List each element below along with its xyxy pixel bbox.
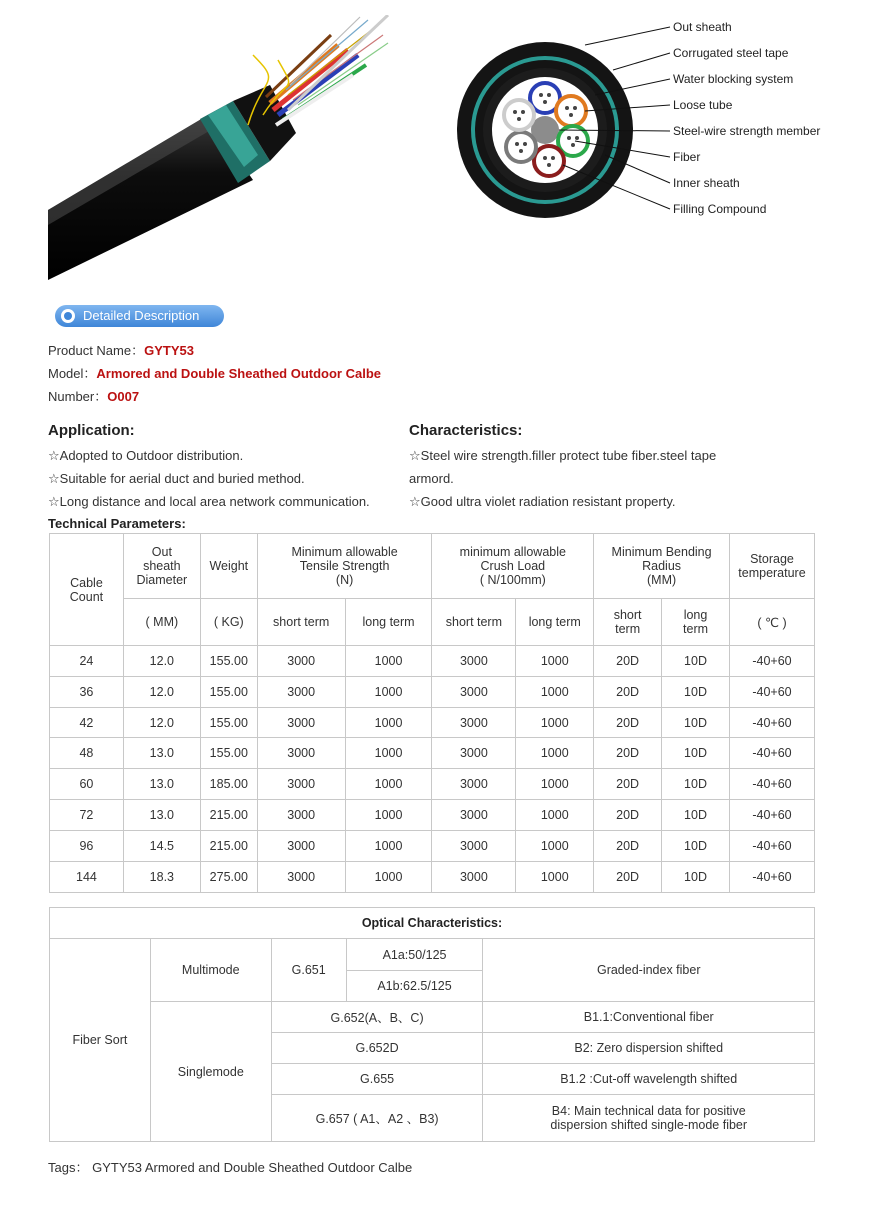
table-cell: 3000	[432, 800, 516, 831]
characteristics-heading: Characteristics:	[409, 422, 523, 439]
table-cell: 48	[50, 738, 124, 769]
star-icon: ☆	[48, 471, 60, 486]
table-cell: 3000	[432, 831, 516, 862]
table-cell: -40+60	[729, 738, 814, 769]
table-cell: 20D	[594, 800, 662, 831]
table-cell: 20D	[594, 738, 662, 769]
star-icon: ☆	[48, 448, 60, 463]
table-cell: 1000	[345, 708, 432, 738]
b11-cell: B1.1:Conventional fiber	[483, 1002, 815, 1033]
table-cell: 72	[50, 800, 124, 831]
table-cell: 215.00	[200, 831, 257, 862]
unit-mm: ( MM)	[123, 599, 200, 646]
tags-row	[48, 1157, 412, 1176]
table-cell: 155.00	[200, 708, 257, 738]
table-cell: 3000	[257, 800, 345, 831]
table-cell: 10D	[662, 862, 730, 893]
table-cell: 1000	[516, 738, 594, 769]
table-cell: 144	[50, 862, 124, 893]
application-heading: Application:	[48, 422, 135, 439]
g652d-cell: G.652D	[271, 1033, 483, 1064]
product-name-row	[48, 340, 194, 359]
table-cell: 3000	[257, 677, 345, 708]
table-cell: 1000	[345, 677, 432, 708]
table-cell: 3000	[257, 862, 345, 893]
star-icon: ☆	[409, 448, 421, 463]
table-cell: 36	[50, 677, 124, 708]
table-cell: 3000	[432, 738, 516, 769]
table-cell: 1000	[345, 646, 432, 677]
label-fiber: Fiber	[673, 150, 701, 164]
multimode-cell: Multimode	[150, 939, 271, 1002]
table-cell: 1000	[516, 831, 594, 862]
b4-cell: B4: Main technical data for positive dispersion shifted single-mode fiber	[483, 1095, 815, 1142]
unit-kg: ( KG)	[200, 599, 257, 646]
characteristics-item: ☆Steel wire strength.filler protect tube fiber.steel tape	[409, 448, 717, 463]
table-cell: 3000	[257, 769, 345, 800]
table-cell: 10D	[662, 769, 730, 800]
g652-cell: G.652(A、B、C)	[271, 1002, 483, 1033]
table-cell: 12.0	[123, 677, 200, 708]
table-row	[50, 646, 815, 677]
a1a-cell: A1a:50/125	[346, 939, 483, 971]
unit-celsius: ( ℃ )	[729, 599, 814, 646]
optical-characteristics-table	[49, 907, 815, 1142]
table-cell: 13.0	[123, 738, 200, 769]
table-cell: 1000	[516, 769, 594, 800]
table-row	[50, 862, 815, 893]
table-cell: 24	[50, 646, 124, 677]
table-row	[50, 831, 815, 862]
tags-label: Tags：	[48, 1160, 89, 1175]
table-cell: 3000	[257, 738, 345, 769]
table-cell: -40+60	[729, 831, 814, 862]
technical-parameters-table	[49, 533, 815, 893]
label-corrugated-steel-tape: Corrugated steel tape	[673, 46, 789, 60]
table-cell: 42	[50, 708, 124, 738]
table-cell: 3000	[257, 831, 345, 862]
star-icon: ☆	[409, 494, 421, 509]
crush-short-term: short term	[432, 599, 516, 646]
table-cell: 12.0	[123, 646, 200, 677]
table-cell: 20D	[594, 769, 662, 800]
table-cell: 12.0	[123, 708, 200, 738]
table-cell: 20D	[594, 677, 662, 708]
header-cable-count: Cable Count	[50, 534, 124, 646]
g651-cell: G.651	[271, 939, 346, 1002]
model-row	[48, 363, 381, 382]
table-cell: 155.00	[200, 677, 257, 708]
table-cell: 1000	[516, 800, 594, 831]
number-row	[48, 386, 139, 405]
product-name-label: Product Name：	[48, 343, 145, 358]
table-cell: 1000	[516, 862, 594, 893]
radio-dot-icon	[61, 309, 75, 323]
singlemode-cell: Singlemode	[150, 1002, 271, 1142]
g657-cell: G.657 ( A1、A2 、B3)	[271, 1095, 483, 1142]
table-cell: 1000	[516, 646, 594, 677]
table-row	[50, 677, 815, 708]
label-out-sheath: Out sheath	[673, 20, 732, 34]
header-diameter: Out sheath Diameter	[123, 534, 200, 599]
tensile-long-term: long term	[345, 599, 432, 646]
characteristics-item: ☆Good ultra violet radiation resistant property.	[409, 494, 676, 509]
model-value: Armored and Double Sheathed Outdoor Calbe	[96, 366, 381, 381]
bending-long-term: long term	[662, 599, 730, 646]
table-cell: 3000	[257, 708, 345, 738]
table-cell: -40+60	[729, 769, 814, 800]
table-cell: 1000	[345, 862, 432, 893]
table-cell: 3000	[432, 708, 516, 738]
table-cell: 10D	[662, 708, 730, 738]
table-cell: 14.5	[123, 831, 200, 862]
table-cell: 3000	[432, 646, 516, 677]
table-cell: 155.00	[200, 646, 257, 677]
badge-label: Detailed Description	[83, 308, 200, 323]
table-cell: 96	[50, 831, 124, 862]
table-row	[50, 769, 815, 800]
table-cell: -40+60	[729, 800, 814, 831]
label-inner-sheath: Inner sheath	[673, 176, 740, 190]
bending-short-term: short term	[594, 599, 662, 646]
table-cell: 185.00	[200, 769, 257, 800]
header-crush: minimum allowable Crush Load ( N/100mm)	[432, 534, 594, 599]
optical-title: Optical Characteristics:	[50, 908, 815, 939]
table-cell: -40+60	[729, 862, 814, 893]
application-item: ☆Adopted to Outdoor distribution.	[48, 448, 244, 463]
model-label: Model：	[48, 366, 97, 381]
table-cell: 10D	[662, 646, 730, 677]
header-storage: Storage temperature	[729, 534, 814, 599]
cable-photo	[48, 15, 393, 280]
table-cell: 155.00	[200, 738, 257, 769]
table-cell: 1000	[345, 831, 432, 862]
application-item: ☆Long distance and local area network communication.	[48, 494, 370, 509]
table-cell: 10D	[662, 677, 730, 708]
header-tensile: Minimum allowable Tensile Strength (N)	[257, 534, 432, 599]
table-cell: 3000	[432, 769, 516, 800]
cross-section-diagram	[455, 15, 855, 225]
number-label: Number：	[48, 389, 108, 404]
table-cell: 18.3	[123, 862, 200, 893]
b2-cell: B2: Zero dispersion shifted	[483, 1033, 815, 1064]
table-cell: 275.00	[200, 862, 257, 893]
table-cell: 3000	[432, 677, 516, 708]
g655-cell: G.655	[271, 1064, 483, 1095]
table-cell: 10D	[662, 800, 730, 831]
table-cell: -40+60	[729, 677, 814, 708]
table-cell: 3000	[257, 646, 345, 677]
star-icon: ☆	[48, 494, 60, 509]
table-cell: 13.0	[123, 800, 200, 831]
table-cell: 10D	[662, 831, 730, 862]
label-filling-compound: Filling Compound	[673, 202, 767, 216]
graded-index-cell: Graded-index fiber	[483, 939, 815, 1002]
table-cell: 13.0	[123, 769, 200, 800]
technical-parameters-heading: Technical Parameters:	[48, 516, 186, 531]
fiber-sort-cell: Fiber Sort	[50, 939, 151, 1142]
table-cell: 20D	[594, 708, 662, 738]
crush-long-term: long term	[516, 599, 594, 646]
product-name-value: GYTY53	[144, 343, 194, 358]
tensile-short-term: short term	[257, 599, 345, 646]
table-cell: 20D	[594, 831, 662, 862]
table-cell: 10D	[662, 738, 730, 769]
table-cell: 20D	[594, 862, 662, 893]
table-row	[50, 800, 815, 831]
tags-link[interactable]: GYTY53 Armored and Double Sheathed Outdoor Calbe	[92, 1160, 413, 1175]
table-cell: -40+60	[729, 646, 814, 677]
header-weight: Weight	[200, 534, 257, 599]
detailed-description-badge[interactable]	[55, 305, 224, 327]
a1b-cell: A1b:62.5/125	[346, 971, 483, 1002]
table-row	[50, 708, 815, 738]
header-bending: Minimum Bending Radius (MM)	[594, 534, 730, 599]
b12-cell: B1.2 :Cut-off wavelength shifted	[483, 1064, 815, 1095]
characteristics-item-cont: armord.	[409, 471, 454, 486]
table-cell: 60	[50, 769, 124, 800]
table-cell: 3000	[432, 862, 516, 893]
table-cell: 1000	[345, 738, 432, 769]
table-cell: 1000	[516, 708, 594, 738]
label-loose-tube: Loose tube	[673, 98, 733, 112]
table-cell: 1000	[345, 769, 432, 800]
table-cell: -40+60	[729, 708, 814, 738]
table-cell: 215.00	[200, 800, 257, 831]
label-steel-wire-strength-member: Steel-wire strength member	[673, 124, 821, 138]
table-cell: 1000	[345, 800, 432, 831]
number-value: O007	[107, 389, 140, 404]
table-cell: 1000	[516, 677, 594, 708]
table-cell: 20D	[594, 646, 662, 677]
application-item: ☆Suitable for aerial duct and buried method.	[48, 471, 305, 486]
table-row	[50, 738, 815, 769]
label-water-blocking-system: Water blocking system	[673, 72, 794, 86]
